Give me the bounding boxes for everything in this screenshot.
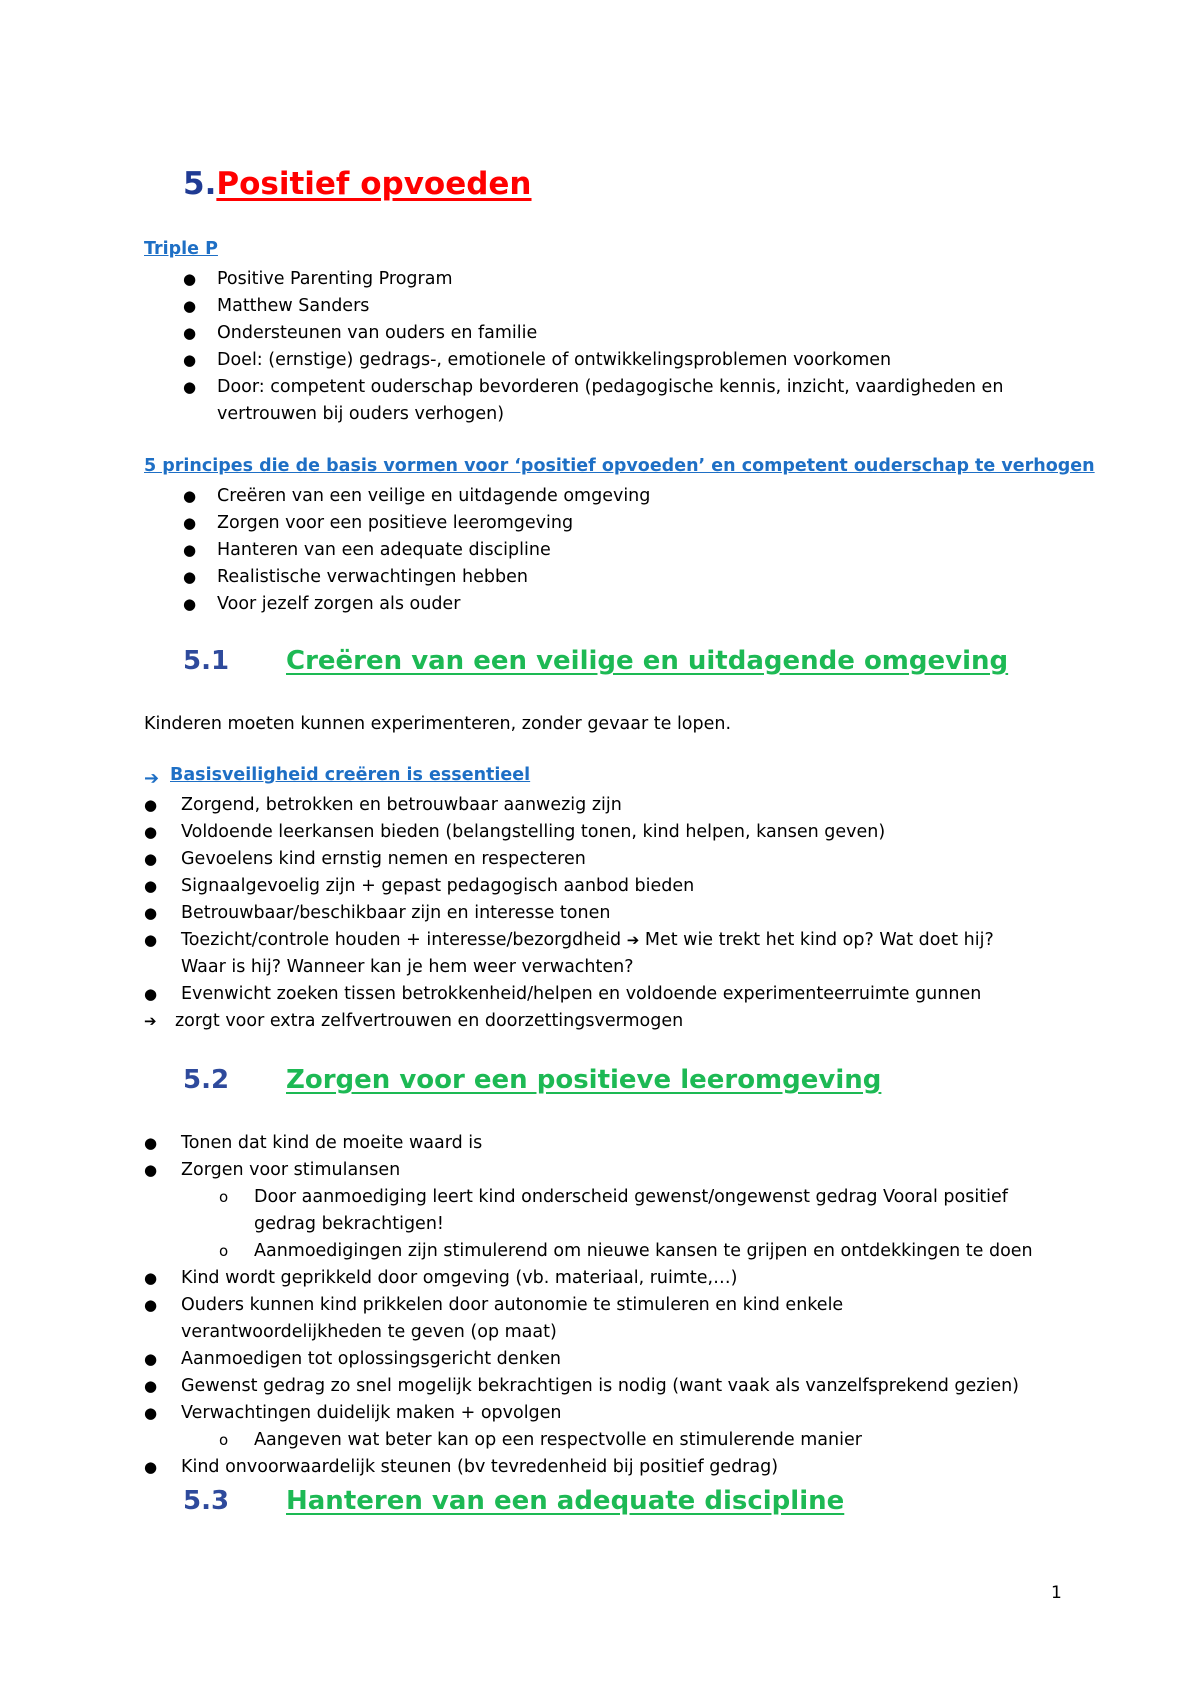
list-item: Hanteren van een adequate discipline: [217, 540, 551, 560]
bullet-icon: ●: [183, 270, 197, 288]
bullet-icon: ●: [183, 324, 197, 342]
bullet-icon: ●: [183, 351, 197, 369]
list-item: Doel: (ernstige) gedrags-, emotionele of ontwikkelingsproblemen voorkomen: [217, 350, 892, 370]
bullet-icon: ●: [144, 877, 158, 895]
bullet-icon: ●: [183, 378, 197, 396]
basisveiligheid-heading: Basisveiligheid creëren is essentieel: [170, 765, 531, 785]
bullet-icon: ●: [144, 1269, 158, 1287]
list-item: Tonen dat kind de moeite waard is: [181, 1133, 483, 1153]
list-item: Realistische verwachtingen hebben: [217, 567, 528, 587]
bullet-icon: ●: [144, 796, 158, 814]
sub-bullet-icon: o: [219, 1188, 229, 1206]
chapter-heading: [183, 166, 532, 202]
list-item: Matthew Sanders: [217, 296, 370, 316]
bullet-icon: ●: [144, 823, 158, 841]
bullet-icon: ●: [144, 931, 158, 949]
list-item-continuation: Waar is hij? Wanneer kan je hem weer verwachten?: [181, 957, 634, 977]
bullet-icon: ●: [144, 985, 158, 1003]
list-item: Positive Parenting Program: [217, 269, 453, 289]
list-item: Zorgend, betrokken en betrouwbaar aanwezig zijn: [181, 795, 622, 815]
section-5-3-heading: [183, 1486, 229, 1516]
arrow-icon: ➔: [626, 931, 640, 949]
list-item: Evenwicht zoeken tissen betrokkenheid/helpen en voldoende experimenteerruimte gunnen: [181, 984, 982, 1004]
list-item: Gevoelens kind ernstig nemen en respecteren: [181, 849, 586, 869]
sub-list-item: Aangeven wat beter kan op een respectvolle en stimulerende manier: [254, 1430, 862, 1450]
section-title: Creëren van een veilige en uitdagende omgeving: [286, 646, 1009, 676]
bullet-icon: ●: [144, 1134, 158, 1152]
section-5-1-title: [286, 646, 1008, 676]
list-item: Ondersteunen van ouders en familie: [217, 323, 538, 343]
list-item-continuation: verantwoordelijkheden te geven (op maat): [181, 1322, 557, 1342]
sub-bullet-icon: o: [219, 1431, 229, 1449]
list-item: Kind wordt geprikkeld door omgeving (vb. materiaal, ruimte,…): [181, 1268, 738, 1288]
bullet-icon: ●: [144, 1404, 158, 1422]
list-item: Betrouwbaar/beschikbaar zijn en interesse tonen: [181, 903, 611, 923]
bullet-icon: ●: [183, 595, 197, 613]
section-5-3-title: [286, 1486, 844, 1516]
section-5-2-title: [286, 1065, 881, 1095]
bullet-icon: ●: [183, 541, 197, 559]
list-item: Signaalgevoelig zijn + gepast pedagogisch aanbod bieden: [181, 876, 695, 896]
bullet-icon: ●: [144, 904, 158, 922]
section-number: 5.2: [183, 1065, 230, 1095]
chapter-title: Positief opvoeden: [216, 166, 532, 202]
section-number: 5.1: [183, 646, 230, 676]
chapter-number: 5.: [183, 166, 217, 202]
triple-p-heading: Triple P: [144, 239, 218, 259]
arrow-icon: ➔: [144, 1012, 157, 1030]
list-item: Gewenst gedrag zo snel mogelijk bekrachtigen is nodig (want vaak als vanzelfsprekend gezien): [181, 1376, 1020, 1396]
list-item: Voldoende leerkansen bieden (belangstelling tonen, kind helpen, kansen geven): [181, 822, 886, 842]
bullet-icon: ●: [144, 1296, 158, 1314]
sub-list-item: Door aanmoediging leert kind onderscheid gewenst/ongewenst gedrag Vooral positief: [254, 1187, 1008, 1207]
sub-bullet-icon: o: [219, 1242, 229, 1260]
bullet-icon: ●: [144, 1377, 158, 1395]
arrow-icon: ➔: [144, 768, 160, 789]
sub-list-item-continuation: gedrag bekrachtigen!: [254, 1214, 444, 1234]
list-item: [181, 927, 994, 954]
list-item: Door: competent ouderschap bevorderen (pedagogische kennis, inzicht, vaardigheden en: [217, 377, 1004, 397]
list-item-text: Met wie trekt het kind op? Wat doet hij?: [644, 930, 994, 950]
list-item: Creëren van een veilige en uitdagende omgeving: [217, 486, 651, 506]
list-item: Zorgen voor een positieve leeromgeving: [217, 513, 574, 533]
section-intro: Kinderen moeten kunnen experimenteren, zonder gevaar te lopen.: [144, 714, 732, 734]
list-item: Ouders kunnen kind prikkelen door autonomie te stimuleren en kind enkele: [181, 1295, 844, 1315]
bullet-icon: ●: [144, 1161, 158, 1179]
bullet-icon: ●: [144, 1350, 158, 1368]
list-item-continuation: vertrouwen bij ouders verhogen): [217, 404, 505, 424]
list-item: Kind onvoorwaardelijk steunen (bv tevredenheid bij positief gedrag): [181, 1457, 779, 1477]
bullet-icon: ●: [183, 297, 197, 315]
list-item-text: Toezicht/controle houden + interesse/bezorgdheid: [181, 930, 622, 950]
list-item: Zorgen voor stimulansen: [181, 1160, 401, 1180]
bullet-icon: ●: [183, 487, 197, 505]
bullet-icon: ●: [183, 568, 197, 586]
bullet-icon: ●: [144, 850, 158, 868]
section-5-2-heading: [183, 1065, 229, 1095]
list-item: Aanmoedigen tot oplossingsgericht denken: [181, 1349, 562, 1369]
conclusion-text: zorgt voor extra zelfvertrouwen en doorzettingsvermogen: [175, 1011, 684, 1031]
list-item: Verwachtingen duidelijk maken + opvolgen: [181, 1403, 562, 1423]
section-5-1-heading: [183, 646, 229, 676]
sub-list-item: Aanmoedigingen zijn stimulerend om nieuwe kansen te grijpen en ontdekkingen te doen: [254, 1241, 1033, 1261]
section-number: 5.3: [183, 1486, 230, 1516]
section-title: Zorgen voor een positieve leeromgeving: [286, 1065, 882, 1095]
principles-heading: 5 principes die de basis vormen voor ‘positief opvoeden’ en competent ouderschap te verhogen: [144, 456, 1095, 476]
list-item: Voor jezelf zorgen als ouder: [217, 594, 461, 614]
page-number: 1: [1051, 1583, 1062, 1603]
section-title: Hanteren van een adequate discipline: [286, 1486, 845, 1516]
bullet-icon: ●: [144, 1458, 158, 1476]
bullet-icon: ●: [183, 514, 197, 532]
